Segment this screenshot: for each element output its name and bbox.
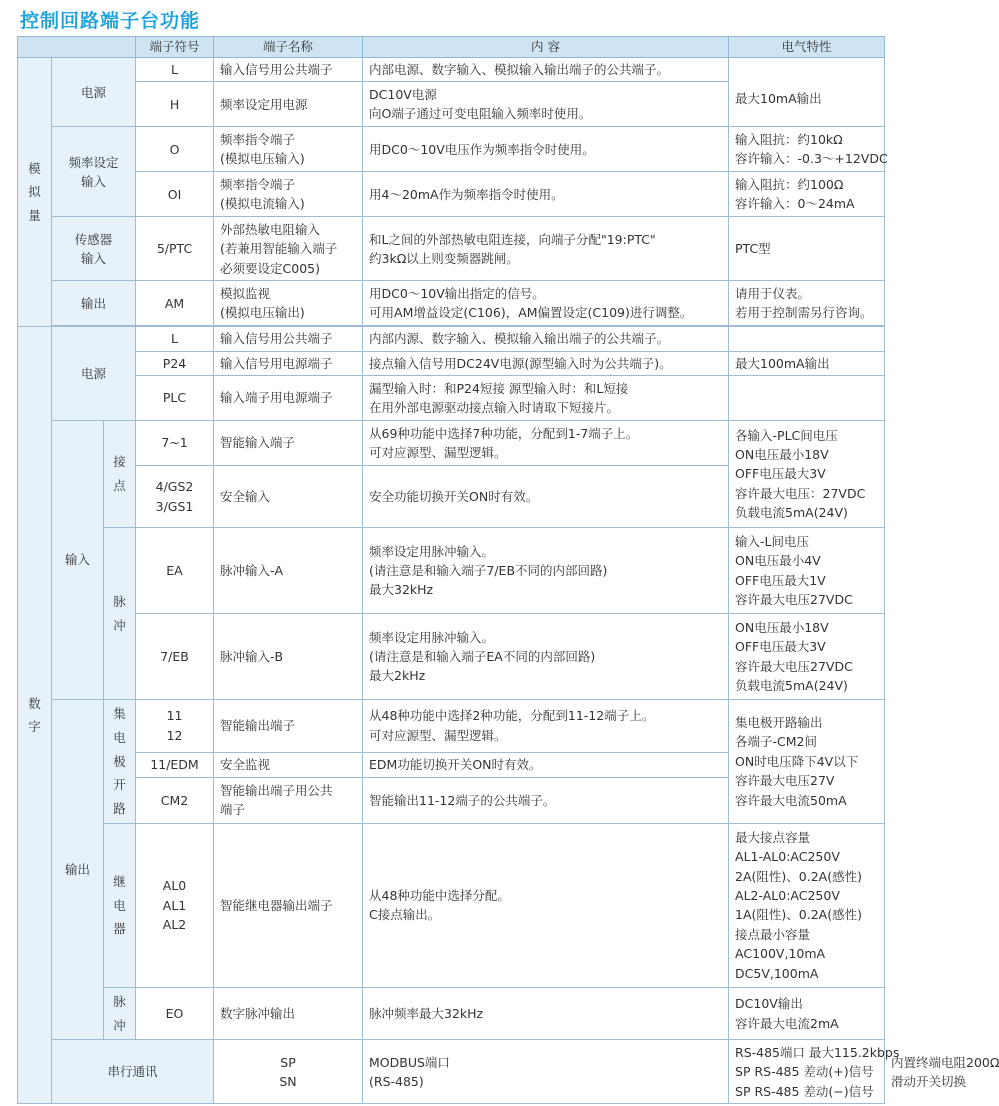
group-freq-input xyxy=(52,127,136,217)
cell-text-line: ON电压最小18V xyxy=(735,619,829,635)
group-analog xyxy=(18,58,52,327)
group-pulse xyxy=(104,528,136,700)
cell-text-line: 负载电流5mA(24V) xyxy=(735,505,848,521)
table-row xyxy=(18,281,885,326)
group-digital-power: 电源 xyxy=(52,327,136,421)
cell-name: 输入信号用公共端子 xyxy=(214,327,363,351)
cell-name: 安全输入 xyxy=(214,466,363,528)
cell-text-line: PTC型 xyxy=(735,241,771,257)
cell-elec xyxy=(729,614,885,700)
cell-text-line: (请注意是和输入端子7/EB不同的内部回路) xyxy=(369,562,608,578)
cell-name xyxy=(214,778,363,824)
cell-elec xyxy=(729,281,885,326)
table-header-row xyxy=(18,37,885,58)
cell-text-line: 用4～20mA作为频率指令时使用。 xyxy=(369,186,564,202)
cell-text-line: AL1 xyxy=(162,897,187,913)
cell-text-line: 接点最小容量 xyxy=(735,926,811,942)
cell-text-line: AC100V,10mA xyxy=(735,946,826,962)
cell-text-line: (RS-485) xyxy=(369,1073,424,1089)
cell-text-line: DC5V,100mA xyxy=(735,965,819,981)
table-row xyxy=(18,376,885,421)
cell-text-line: 从69种功能中选择7种功能，分配到1-7端子上。 xyxy=(369,425,639,441)
cell-text-line: 各端子-CM2间 xyxy=(735,734,817,750)
group-analog-output: 输出 xyxy=(52,281,136,326)
cell-text-line: 接点输入信号用DC24V电源(源型输入时为公共端子)。 xyxy=(369,355,672,371)
cell-text-line: 可用AM增益设定(C106)，AM偏置设定(C109)进行调整。 xyxy=(369,305,693,321)
cell-content xyxy=(363,823,729,987)
cell-text-line: 智能输出端子用公共 xyxy=(220,783,333,799)
cell-name: 智能继电器输出端子 xyxy=(214,823,363,987)
cell-text-line: 容许最大电流50mA xyxy=(735,792,847,808)
cell-elec xyxy=(729,351,885,375)
cell-text-line: 必须要设定C005) xyxy=(220,260,320,276)
cell-text-line: (模拟电流输入) xyxy=(220,196,305,212)
cell-name xyxy=(214,281,363,326)
header-blank xyxy=(18,37,136,58)
cell-text-line: 在用外部电源驱动接点输入时请取下短接片。 xyxy=(369,400,620,416)
header-content: 内 容 xyxy=(363,37,729,58)
cell-content xyxy=(363,217,729,281)
cell-elec xyxy=(729,823,885,987)
cell-content xyxy=(363,58,729,82)
cell-text-line: AL0 xyxy=(162,878,187,894)
cell-elec-empty xyxy=(729,376,885,421)
cell-content xyxy=(363,327,729,351)
table-row xyxy=(18,987,885,1040)
cell-text-line: (请注意是和输入端子EA不同的内部回路) xyxy=(369,648,596,664)
table-row xyxy=(18,823,885,987)
cell-content xyxy=(729,1040,900,1104)
vertical-label: 继 电 器 xyxy=(113,873,126,937)
cell-text-line: AL2-AL0:AC250V xyxy=(735,888,840,903)
cell-text-line: SP xyxy=(280,1054,296,1070)
cell-text-line: 若用于控制需另行咨询。 xyxy=(735,305,873,321)
cell-symbol: 7/EB xyxy=(136,614,214,700)
table-row xyxy=(18,700,885,752)
cell-text-line: 3/GS1 xyxy=(155,498,194,514)
table-row xyxy=(18,127,885,172)
cell-symbol: P24 xyxy=(136,351,214,375)
cell-text-line: SP RS-485 差动(−)信号 xyxy=(735,1083,874,1099)
header-name: 端子名称 xyxy=(214,37,363,58)
cell-text-line: OFF电压最大3V xyxy=(735,466,826,482)
cell-elec xyxy=(729,217,885,281)
table-row xyxy=(18,528,885,614)
cell-text-line: 最大接点容量 xyxy=(735,829,811,845)
cell-text-line: 外部热敏电阻输入 xyxy=(220,221,321,237)
cell-content xyxy=(363,778,729,824)
cell-content xyxy=(363,752,729,778)
cell-name xyxy=(214,217,363,281)
cell-symbol: EO xyxy=(136,987,214,1040)
cell-text-line: 从48种功能中选择2种功能，分配到11-12端子上。 xyxy=(369,708,655,724)
cell-content xyxy=(363,82,729,127)
cell-symbol: L xyxy=(136,58,214,82)
cell-name: 输入端子用电源端子 xyxy=(214,376,363,421)
cell-symbol: PLC xyxy=(136,376,214,421)
cell-content xyxy=(363,127,729,172)
cell-text-line: EDM功能切换开关ON时有效。 xyxy=(369,757,542,773)
cell-name: 安全监视 xyxy=(214,752,363,778)
cell-text-line: (模拟电压输入) xyxy=(220,151,305,167)
cell-text-line: 频率设定用脉冲输入。 xyxy=(369,543,495,559)
cell-text-line: 用DC0～10V电压作为频率指令时使用。 xyxy=(369,141,595,157)
cell-elec xyxy=(729,58,885,127)
vertical-label: 集 电 极 开 路 xyxy=(113,706,126,817)
cell-text-line: ON电压最小4V xyxy=(735,553,821,569)
cell-content xyxy=(363,614,729,700)
cell-text-line: 各输入-PLC间电压 xyxy=(735,427,838,443)
group-digital-input: 输入 xyxy=(52,421,104,700)
cell-text-line: 容许最大电压27V xyxy=(735,773,835,789)
cell-text-line: 脉冲频率最大32kHz xyxy=(369,1005,484,1021)
cell-symbol: AM xyxy=(136,281,214,326)
cell-elec xyxy=(729,700,885,824)
cell-text-line: 容许最大电流2mA xyxy=(735,1015,839,1031)
cell-elec xyxy=(729,528,885,614)
group-serial: 串行通讯 xyxy=(52,1040,214,1104)
cell-name: 输入信号用公共端子 xyxy=(214,58,363,82)
cell-text-line: SP RS-485 差动(+)信号 xyxy=(735,1064,874,1080)
group-relay xyxy=(104,823,136,987)
cell-text-line: 最大100mA输出 xyxy=(735,355,830,371)
cell-content xyxy=(363,376,729,421)
cell-text-line: 漏型输入时：和P24短接 源型输入时：和L短接 xyxy=(369,380,629,396)
cell-text-line: 约3kΩ以上则变频器跳闸。 xyxy=(369,250,519,266)
group-digital-output: 输出 xyxy=(52,700,104,1040)
cell-name: 脉冲输入-A xyxy=(214,528,363,614)
cell-text-line: 负载电流5mA(24V) xyxy=(735,678,848,693)
cell-name xyxy=(214,172,363,217)
cell-text-line: 12 xyxy=(166,727,183,743)
cell-text-line: 模拟监视 xyxy=(220,286,271,301)
cell-elec xyxy=(729,421,885,528)
cell-text-line: ON时电压降下4V以下 xyxy=(735,753,859,769)
table-row xyxy=(18,614,885,700)
cell-text-line: 最大10mA输出 xyxy=(735,90,822,106)
cell-elec xyxy=(729,127,888,172)
cell-text-line: 最大2kHz xyxy=(369,668,426,684)
cell-text-line: 4/GS2 xyxy=(155,479,194,495)
cell-text-line: 集电极开路输出 xyxy=(735,715,823,731)
cell-text-line: 安全功能切换开关ON时有效。 xyxy=(369,488,539,504)
cell-text-line: 频率设定用脉冲输入。 xyxy=(369,629,495,645)
cell-content xyxy=(363,700,729,752)
table-row xyxy=(18,421,885,466)
cell-text-line: 容许最大电压：27VDC xyxy=(735,485,866,501)
cell-content xyxy=(363,466,729,528)
vertical-label: 接 点 xyxy=(113,454,126,494)
cell-text-line: 频率指令端子 xyxy=(220,177,296,192)
cell-symbol: 5/PTC xyxy=(136,217,214,281)
cell-elec xyxy=(729,987,885,1040)
cell-text-line: SN xyxy=(279,1073,297,1089)
cell-name: 频率设定用电源 xyxy=(214,82,363,127)
cell-symbol: 7~1 xyxy=(136,421,214,466)
cell-text-line: 内部内源、数字输入、模拟输入输出端子的公共端子。 xyxy=(369,331,670,347)
cell-symbol: CM2 xyxy=(136,778,214,824)
cell-text-line: OFF电压最大1V xyxy=(735,572,826,588)
terminal-table xyxy=(17,36,999,1104)
cell-symbol xyxy=(214,1040,363,1104)
cell-text-line: 可对应源型、漏型逻辑。 xyxy=(369,445,507,461)
cell-text-line: 智能输出11-12端子的公共端子。 xyxy=(369,792,556,808)
cell-content xyxy=(363,172,729,217)
group-contact xyxy=(104,421,136,528)
table-row xyxy=(18,327,885,351)
vertical-label: 数 字 xyxy=(28,695,41,735)
cell-text-line: AL2 xyxy=(162,917,187,933)
cell-text-line: 11 xyxy=(166,708,183,724)
cell-text-line: 输入阻抗：约100Ω xyxy=(735,177,844,192)
cell-text-line: OFF电压最大3V xyxy=(735,639,826,655)
group-digital xyxy=(18,327,52,1104)
cell-name xyxy=(214,127,363,172)
cell-name: 输入信号用电源端子 xyxy=(214,351,363,375)
group-sensor xyxy=(52,217,136,281)
cell-content xyxy=(363,351,729,375)
cell-text-line: 可对应源型、漏型逻辑。 xyxy=(369,727,507,743)
cell-text-line: (模拟电压输出) xyxy=(220,305,305,321)
vertical-label: 脉 冲 xyxy=(113,993,126,1033)
wrapped-label: 频率设定 输入 xyxy=(68,154,119,189)
cell-text-line: 容许输入：-0.3～+12VDC xyxy=(735,151,888,167)
cell-symbol xyxy=(136,700,214,752)
cell-content xyxy=(363,528,729,614)
cell-text-line: 2A(阻性)、0.2A(感性) xyxy=(735,868,862,884)
cell-symbol: OI xyxy=(136,172,214,217)
cell-text-line: 端子 xyxy=(220,802,246,818)
cell-text-line: DC10V输出 xyxy=(735,996,803,1012)
cell-text-line: 请用于仪表。 xyxy=(735,286,811,301)
cell-name: 数字脉冲输出 xyxy=(214,987,363,1040)
cell-name xyxy=(363,1040,729,1104)
cell-text-line: ON电压最小18V xyxy=(735,447,829,463)
cell-name: 智能输入端子 xyxy=(214,421,363,466)
cell-text-line: 向O端子通过可变电阻输入频率时使用。 xyxy=(369,106,592,122)
group-pulse-out xyxy=(104,987,136,1040)
vertical-label: 脉 冲 xyxy=(113,593,126,633)
cell-name: 脉冲输入-B xyxy=(214,614,363,700)
cell-text-line: 容许最大电压27VDC xyxy=(735,592,853,607)
cell-text-line: 输入-L间电压 xyxy=(735,533,809,549)
cell-text-line: 最大32kHz xyxy=(369,582,434,598)
cell-symbol: H xyxy=(136,82,214,127)
cell-text-line: C接点输出。 xyxy=(369,907,441,923)
cell-text-line: 频率指令端子 xyxy=(220,132,296,147)
cell-symbol xyxy=(136,823,214,987)
vertical-label: 模 拟 量 xyxy=(28,160,41,224)
cell-text-line: 内部电源、数字输入、模拟输入输出端子的公共端子。 xyxy=(369,62,670,77)
cell-symbol xyxy=(136,466,214,528)
cell-text-line: RS-485端口 最大115.2kbps xyxy=(735,1044,900,1060)
cell-content xyxy=(363,987,729,1040)
cell-text-line: DC10V电源 xyxy=(369,87,437,102)
cell-content xyxy=(363,421,729,466)
cell-text-line: 输入阻抗：约10kΩ xyxy=(735,132,843,147)
group-open-collector xyxy=(104,700,136,824)
wrapped-label: 传感器 输入 xyxy=(74,231,113,266)
cell-text-line: 从48种功能中选择分配。 xyxy=(369,888,510,903)
table-row xyxy=(18,351,885,375)
table-row xyxy=(18,58,885,82)
cell-elec xyxy=(729,172,885,217)
cell-text-line: 和L之间的外部热敏电阻连接，向端子分配"19:PTC" xyxy=(369,231,656,247)
header-symbol: 端子符号 xyxy=(136,37,214,58)
cell-text-line: 1A(阻性)、0.2A(感性) xyxy=(735,907,862,923)
cell-text-line: AL1-AL0:AC250V xyxy=(735,849,840,865)
cell-text-line: MODBUS端口 xyxy=(369,1054,450,1070)
table-row xyxy=(18,172,885,217)
cell-symbol: 11/EDM xyxy=(136,752,214,778)
page-title: 控制回路端子台功能 xyxy=(20,10,201,32)
cell-name: 智能输出端子 xyxy=(214,700,363,752)
table-row: 串行通讯 SP SN MODBUS端口 (RS-485) RS-485端口 最大115.2kbps SP RS-485 差动(+)信号 SP RS-485 差动(−)信号 内置终端电阻200Ω 滑动开关切换 xyxy=(18,1040,885,1104)
header-elec: 电气特性 xyxy=(729,37,885,58)
cell-text-line: 容许输入：0～24mA xyxy=(735,196,855,212)
cell-symbol: O xyxy=(136,127,214,172)
group-analog-power: 电源 xyxy=(52,58,136,127)
cell-symbol: L xyxy=(136,327,214,351)
cell-symbol: EA xyxy=(136,528,214,614)
cell-content xyxy=(363,281,729,326)
cell-text-line: 用DC0～10V输出指定的信号。 xyxy=(369,286,545,301)
table-row xyxy=(18,217,885,281)
cell-elec-empty xyxy=(729,327,885,351)
cell-text-line: 容许最大电压27VDC xyxy=(735,658,853,674)
cell-text-line: (若兼用智能输入端子 xyxy=(220,241,338,257)
